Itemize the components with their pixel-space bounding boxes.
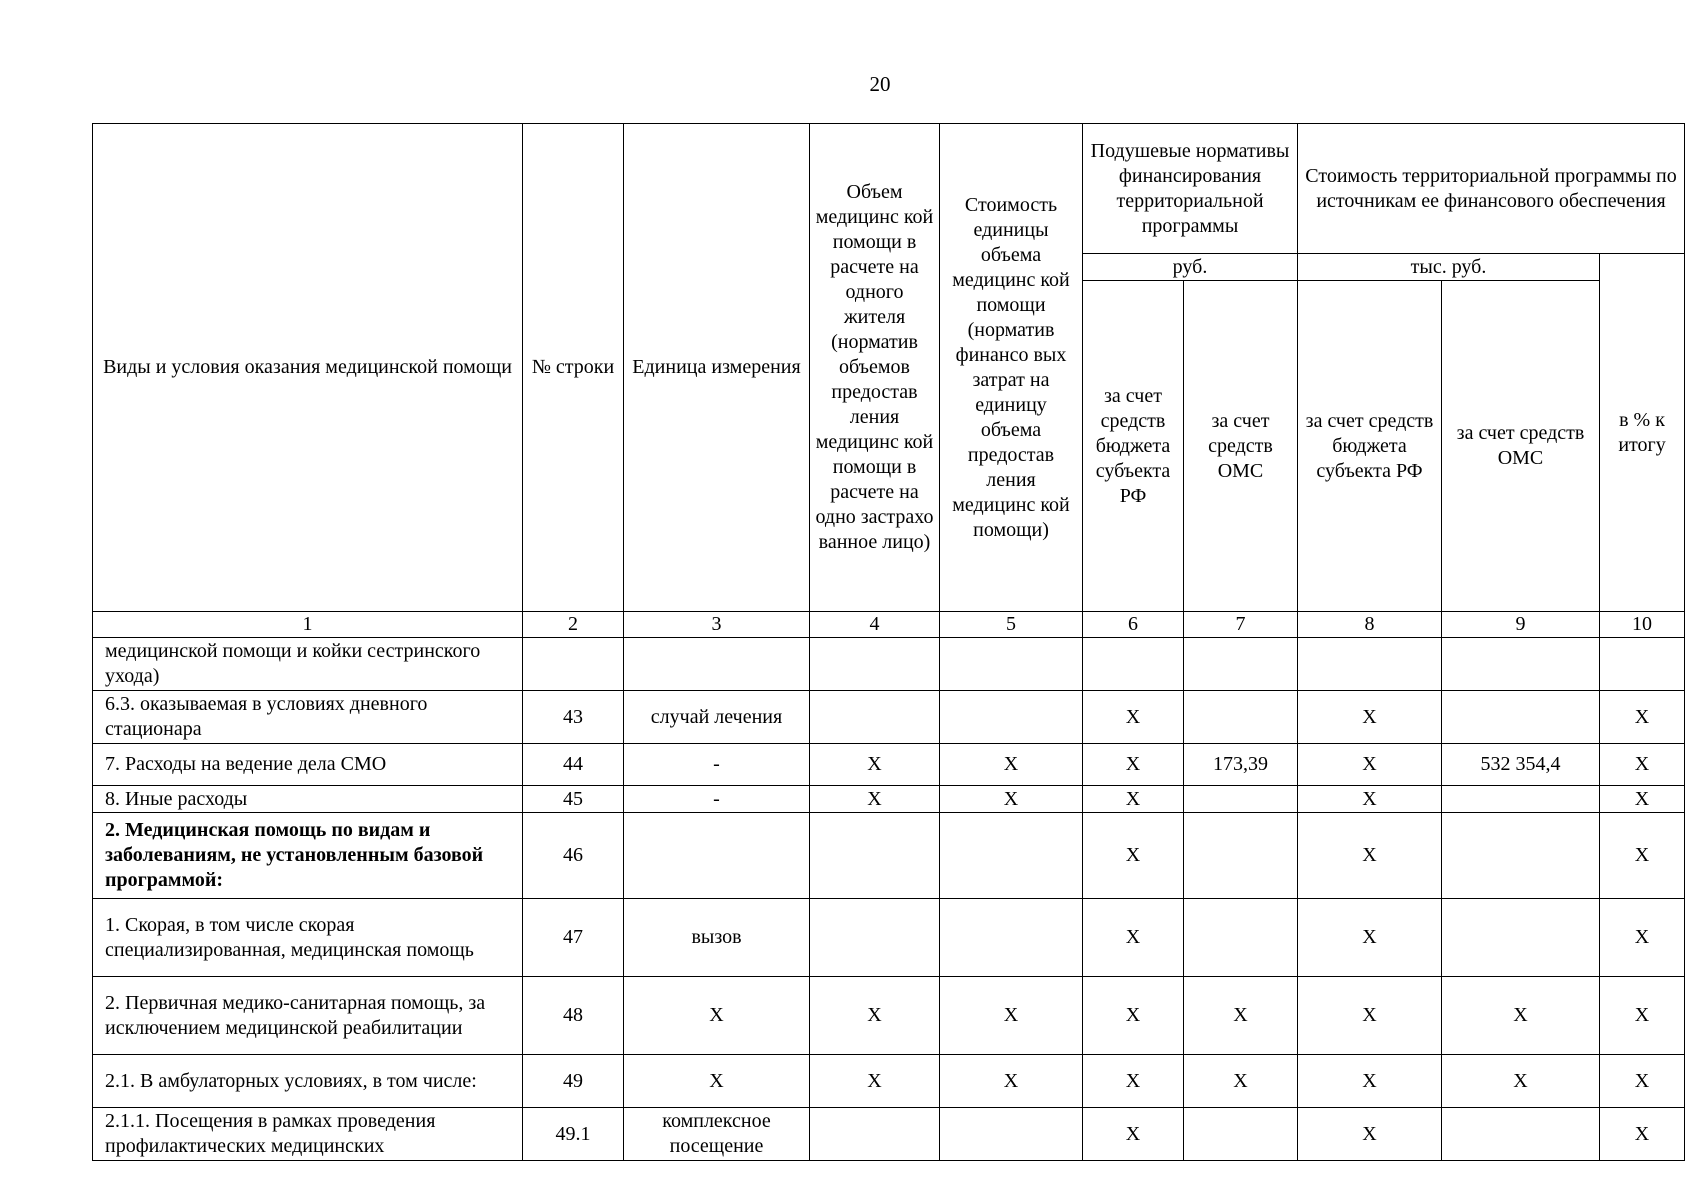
row-percent: Х	[1600, 813, 1685, 899]
row-unit: -	[624, 744, 810, 786]
header-unit-rub: руб.	[1083, 254, 1298, 281]
row-cost-oms	[1442, 1108, 1600, 1161]
table-row	[93, 899, 1685, 977]
column-number-row	[93, 612, 1685, 638]
column-number: 7	[1184, 612, 1298, 638]
header-cost-oms: за счет средств ОМС	[1442, 281, 1600, 612]
row-name: 2.1. В амбулаторных условиях, в том числе:	[93, 1055, 523, 1108]
row-volume: Х	[810, 1055, 940, 1108]
row-cost-oms	[1442, 813, 1600, 899]
row-cost-oms: Х	[1442, 1055, 1600, 1108]
row-line: 45	[523, 786, 624, 813]
row-per-capita-oms	[1184, 1108, 1298, 1161]
row-line: 48	[523, 977, 624, 1055]
row-cost-budget: Х	[1298, 899, 1442, 977]
row-per-capita-budget: Х	[1083, 899, 1184, 977]
row-unit-cost: Х	[940, 977, 1083, 1055]
header-unit-cost: Стоимость единицы объема медицинс кой помощи (норматив финансо вых затрат на единицу объема предостав ления медицинс кой помощи)	[940, 124, 1083, 612]
header-per-capita-group: Подушевые нормативы финансирования территориальной программы	[1083, 124, 1298, 254]
row-percent: Х	[1600, 744, 1685, 786]
table-row	[93, 744, 1685, 786]
row-unit-cost: Х	[940, 744, 1083, 786]
row-line: 47	[523, 899, 624, 977]
row-per-capita-budget: Х	[1083, 691, 1184, 744]
row-cost-budget: Х	[1298, 786, 1442, 813]
row-unit: Х	[624, 977, 810, 1055]
header-volume: Объем медицинс кой помощи в расчете на одного жителя (норматив объемов предостав ления медицинс кой помощи в расчете на одно застрахо ванное лицо)	[810, 124, 940, 612]
row-line: 49.1	[523, 1108, 624, 1161]
row-name: 2. Медицинская помощь по видам и заболеваниям, не установленным базовой программой:	[93, 813, 523, 899]
row-percent: Х	[1600, 977, 1685, 1055]
row-line: 49	[523, 1055, 624, 1108]
row-volume: Х	[810, 744, 940, 786]
column-number: 1	[93, 612, 523, 638]
row-volume: Х	[810, 977, 940, 1055]
row-unit: -	[624, 786, 810, 813]
row-per-capita-oms	[1184, 638, 1298, 691]
column-number: 2	[523, 612, 624, 638]
page-number: 20	[869, 72, 891, 96]
row-line: 46	[523, 813, 624, 899]
table-row	[93, 977, 1685, 1055]
table-row	[93, 638, 1685, 691]
row-cost-oms	[1442, 638, 1600, 691]
header-cost-group: Стоимость территориальной программы по источникам ее финансового обеспечения	[1298, 124, 1685, 254]
row-percent: Х	[1600, 1055, 1685, 1108]
row-cost-budget: Х	[1298, 1108, 1442, 1161]
row-volume: Х	[810, 786, 940, 813]
row-volume	[810, 899, 940, 977]
row-per-capita-oms	[1184, 786, 1298, 813]
row-cost-oms: Х	[1442, 977, 1600, 1055]
table-row	[93, 813, 1685, 899]
row-unit	[624, 638, 810, 691]
table-row	[93, 691, 1685, 744]
row-per-capita-budget	[1083, 638, 1184, 691]
row-name: 8. Иные расходы	[93, 786, 523, 813]
row-per-capita-budget: Х	[1083, 977, 1184, 1055]
row-volume	[810, 1108, 940, 1161]
row-unit-cost: Х	[940, 786, 1083, 813]
row-name: 7. Расходы на ведение дела СМО	[93, 744, 523, 786]
column-number: 4	[810, 612, 940, 638]
row-per-capita-budget: Х	[1083, 1108, 1184, 1161]
row-unit: вызов	[624, 899, 810, 977]
row-cost-oms: 532 354,4	[1442, 744, 1600, 786]
row-per-capita-oms	[1184, 899, 1298, 977]
row-unit-cost: Х	[940, 1055, 1083, 1108]
row-volume	[810, 813, 940, 899]
column-number: 3	[624, 612, 810, 638]
row-per-capita-oms: Х	[1184, 1055, 1298, 1108]
row-per-capita-oms	[1184, 813, 1298, 899]
row-per-capita-oms: 173,39	[1184, 744, 1298, 786]
row-line: 44	[523, 744, 624, 786]
header-cost-budget: за счет средств бюджета субъекта РФ	[1298, 281, 1442, 612]
row-percent	[1600, 638, 1685, 691]
column-number: 8	[1298, 612, 1442, 638]
row-cost-budget: Х	[1298, 813, 1442, 899]
column-number: 9	[1442, 612, 1600, 638]
row-unit-cost	[940, 1108, 1083, 1161]
table-row	[93, 786, 1685, 813]
header-line-number: № строки	[523, 124, 624, 612]
row-name: 2.1.1. Посещения в рамках проведения профилактических медицинских	[93, 1108, 523, 1161]
header-per-capita-oms: за счет средств ОМС	[1184, 281, 1298, 612]
row-unit: Х	[624, 1055, 810, 1108]
row-cost-budget	[1298, 638, 1442, 691]
header-unit-thousand-rub: тыс. руб.	[1298, 254, 1600, 281]
row-cost-oms	[1442, 691, 1600, 744]
column-number: 6	[1083, 612, 1184, 638]
row-unit: случай лечения	[624, 691, 810, 744]
row-per-capita-budget: Х	[1083, 786, 1184, 813]
row-per-capita-budget: Х	[1083, 1055, 1184, 1108]
row-unit	[624, 813, 810, 899]
row-unit-cost	[940, 638, 1083, 691]
row-percent: Х	[1600, 786, 1685, 813]
row-line: 43	[523, 691, 624, 744]
row-cost-budget: Х	[1298, 1055, 1442, 1108]
row-per-capita-oms	[1184, 691, 1298, 744]
row-cost-oms	[1442, 786, 1600, 813]
header-kind-of-care: Виды и условия оказания медицинской помощи	[93, 124, 523, 612]
header-percent-total: в % к итогу	[1600, 254, 1685, 612]
header-unit: Единица измерения	[624, 124, 810, 612]
row-percent: Х	[1600, 691, 1685, 744]
column-number: 5	[940, 612, 1083, 638]
row-volume	[810, 691, 940, 744]
row-percent: Х	[1600, 899, 1685, 977]
row-line	[523, 638, 624, 691]
row-unit-cost	[940, 691, 1083, 744]
row-volume	[810, 638, 940, 691]
row-per-capita-oms: Х	[1184, 977, 1298, 1055]
row-name: 2. Первичная медико-санитарная помощь, за исключением медицинской реабилитации	[93, 977, 523, 1055]
row-cost-budget: Х	[1298, 744, 1442, 786]
row-name: медицинской помощи и койки сестринского ухода)	[93, 638, 523, 691]
row-name: 6.3. оказываемая в условиях дневного стационара	[93, 691, 523, 744]
row-per-capita-budget: Х	[1083, 744, 1184, 786]
row-cost-oms	[1442, 899, 1600, 977]
row-percent: Х	[1600, 1108, 1685, 1161]
row-name: 1. Скорая, в том числе скорая специализированная, медицинская помощь	[93, 899, 523, 977]
table-row	[93, 1108, 1685, 1161]
table-row	[93, 1055, 1685, 1108]
row-cost-budget: Х	[1298, 691, 1442, 744]
row-per-capita-budget: Х	[1083, 813, 1184, 899]
row-cost-budget: Х	[1298, 977, 1442, 1055]
row-unit: комплексное посещение	[624, 1108, 810, 1161]
row-unit-cost	[940, 813, 1083, 899]
program-cost-table	[92, 123, 1685, 1161]
column-number: 10	[1600, 612, 1685, 638]
row-unit-cost	[940, 899, 1083, 977]
header-per-capita-budget: за счет средств бюджета субъекта РФ	[1083, 281, 1184, 612]
